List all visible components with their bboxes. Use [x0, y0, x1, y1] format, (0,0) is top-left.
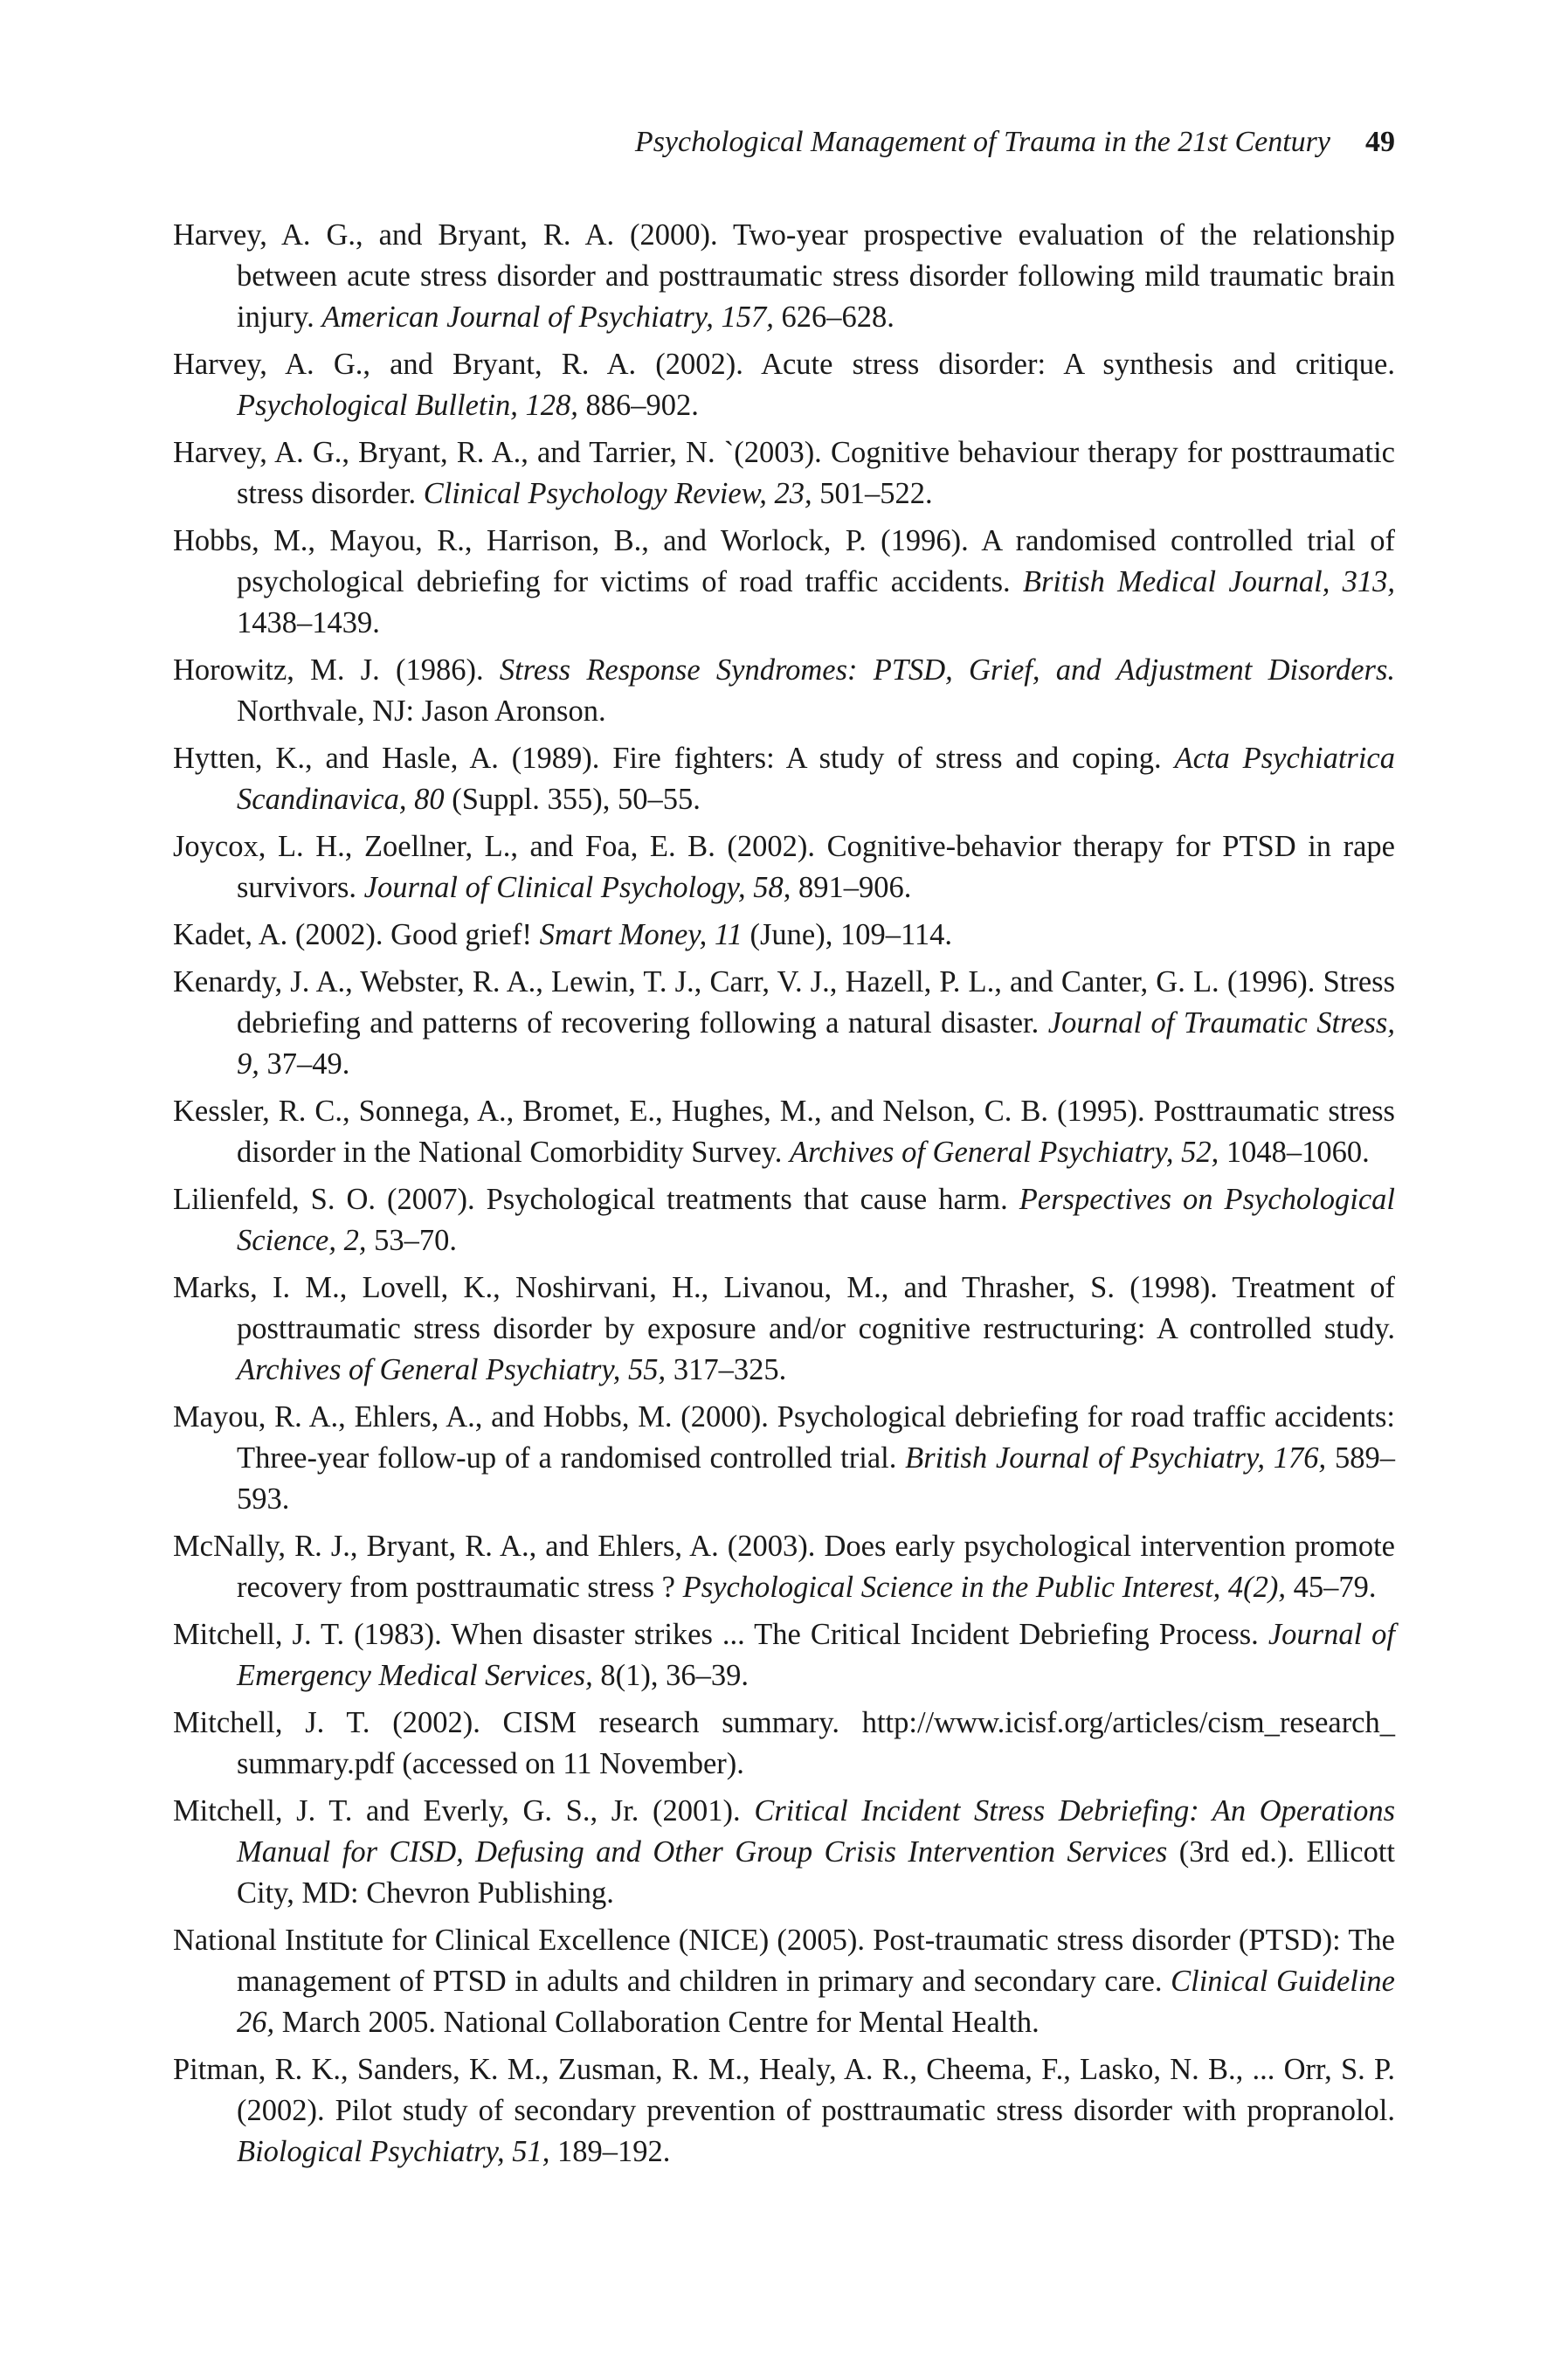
reference-entry: Hobbs, M., Mayou, R., Harrison, B., and Worlock, P. (1996). A randomised controlled trial of psychological debriefing for victims of road traffic accidents. British Medical Journal, 313, 1438–1439. — [173, 524, 1395, 639]
reference-entry: Mitchell, J. T. (1983). When disaster strikes ... The Critical Incident Debriefing Process. Journal of Emergency Medical Services, 8(1), 36–39. — [173, 1618, 1395, 1692]
reference-entry: Kessler, R. C., Sonnega, A., Bromet, E., Hughes, M., and Nelson, C. B. (1995). Posttraumatic stress disorder in the National Comorbidity Survey. Archives of General Psychiatry, 52, 1048–1060. — [173, 1095, 1395, 1169]
reference-entry: Hytten, K., and Hasle, A. (1989). Fire fighters: A study of stress and coping. Acta Psychiatrica Scandinavica, 80 (Suppl. 355), 50–55. — [173, 742, 1395, 816]
reference-entry: National Institute for Clinical Excellence (NICE) (2005). Post-traumatic stress disorder (PTSD): The management of PTSD in adults and children in primary and secondary care. Clinical Guideline 26, March 2005. National Collaboration Centre for Mental Health. — [173, 1924, 1395, 2039]
reference-entry: Harvey, A. G., Bryant, R. A., and Tarrier, N. `(2003). Cognitive behaviour therapy for posttraumatic stress disorder. Clinical Psychology Review, 23, 501–522. — [173, 436, 1395, 510]
reference-entry: Harvey, A. G., and Bryant, R. A. (2002). Acute stress disorder: A synthesis and critique. Psychological Bulletin, 128, 886–902. — [173, 348, 1395, 422]
reference-entry: Marks, I. M., Lovell, K., Noshirvani, H., Livanou, M., and Thrasher, S. (1998). Treatment of posttraumatic stress disorder by exposure and/or cognitive restructuring: A controlled study. Archives of General Psychiatry, 55, 317–325. — [173, 1271, 1395, 1386]
reference-entry: Mayou, R. A., Ehlers, A., and Hobbs, M. (2000). Psychological debriefing for road traffic accidents: Three-year follow-up of a randomised controlled trial. British Journal of Psychiatry, 176, 589–593. — [173, 1400, 1396, 1516]
reference-entry: Lilienfeld, S. O. (2007). Psychological treatments that cause harm. Perspectives on Psychological Science, 2, 53–70. — [173, 1183, 1395, 1257]
reference-entry: Pitman, R. K., Sanders, K. M., Zusman, R. M., Healy, A. R., Cheema, F., Lasko, N. B., ... Orr, S. P. (2002). Pilot study of secondary prevention of posttraumatic stress disorder with propranolol. Biological Psychiatry, 51, 189–192. — [173, 2053, 1395, 2168]
reference-entry: Kenardy, J. A., Webster, R. A., Lewin, T. J., Carr, V. J., Hazell, P. L., and Canter, G. L. (1996). Stress debriefing and patterns of recovering following a natural disaster. Journal of Traumatic Stress, 9, 37–49. — [173, 965, 1395, 1081]
reference-entry: Joycox, L. H., Zoellner, L., and Foa, E. B. (2002). Cognitive-behavior therapy for PTSD in rape survivors. Journal of Clinical Psychology, 58, 891–906. — [173, 830, 1395, 904]
page-number: 49 — [1365, 126, 1395, 158]
running-title: Psychological Management of Trauma in the 21st Century — [634, 126, 1330, 158]
reference-entry: Harvey, A. G., and Bryant, R. A. (2000). Two-year prospective evaluation of the relationship between acute stress disorder and posttraumatic stress disorder following mild traumatic brain injury. American Journal of Psychiatry, 157, 626–628. — [173, 218, 1395, 334]
reference-list — [173, 215, 1395, 2179]
reference-entry: Horowitz, M. J. (1986). Stress Response Syndromes: PTSD, Grief, and Adjustment Disorders. Northvale, NJ: Jason Aronson. — [173, 653, 1395, 728]
running-head — [635, 128, 1395, 157]
reference-entry: McNally, R. J., Bryant, R. A., and Ehlers, A. (2003). Does early psychological intervention promote recovery from posttraumatic stress ? Psychological Science in the Public Interest, 4(2), 45–79. — [173, 1530, 1395, 1604]
reference-entry: Kadet, A. (2002). Good grief! Smart Money, 11 (June), 109–114. — [173, 918, 953, 951]
reference-entry: Mitchell, J. T. (2002). CISM research summary. http://www.icisf.org/articles/cism_research_ summary.pdf (accessed on 11 November). — [173, 1706, 1395, 1780]
reference-entry: Mitchell, J. T. and Everly, G. S., Jr. (2001). Critical Incident Stress Debriefing: An Operations Manual for CISD, Defusing and Other Group Crisis Intervention Services (3rd ed.). Ellicott City, MD: Chevron Publishing. — [173, 1794, 1396, 1910]
